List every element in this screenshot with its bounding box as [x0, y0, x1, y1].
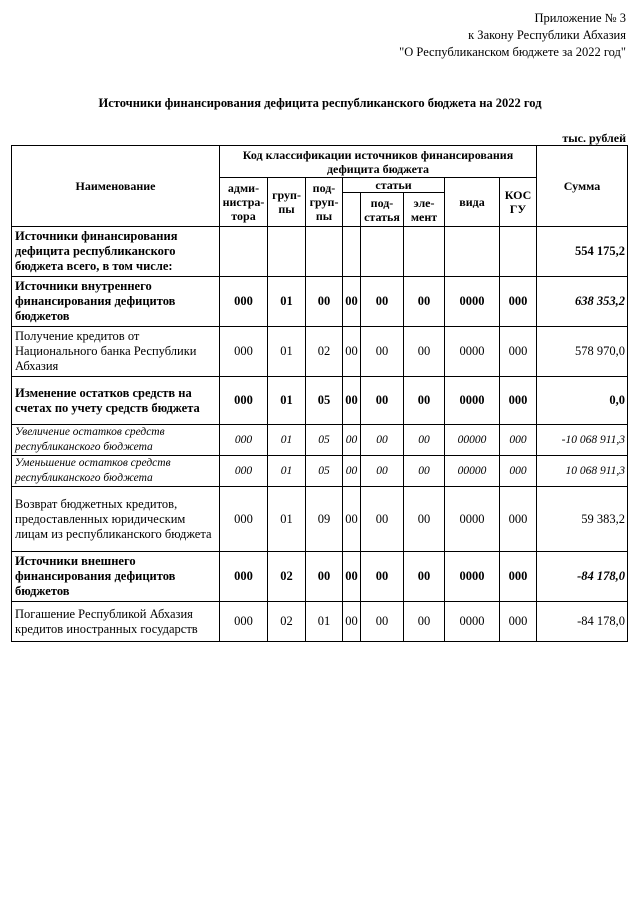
code-subarticle	[361, 227, 404, 277]
code-article: 00	[343, 377, 361, 425]
row-sum: -84 178,0	[537, 602, 628, 642]
code-article: 00	[343, 456, 361, 487]
code-subgroup: 09	[306, 487, 343, 552]
code-subarticle: 00	[361, 456, 404, 487]
code-admin: 000	[220, 487, 268, 552]
code-subgroup: 05	[306, 456, 343, 487]
code-article: 00	[343, 552, 361, 602]
row-name: Получение кредитов от Национального банка Республики Абхазия	[12, 327, 220, 377]
table-row	[12, 487, 628, 552]
row-name: Источники внутреннего финансирования дефицитов бюджетов	[12, 277, 220, 327]
code-element	[404, 227, 445, 277]
code-element: 00	[404, 552, 445, 602]
code-group: 01	[268, 377, 306, 425]
code-subarticle: 00	[361, 487, 404, 552]
code-subarticle: 00	[361, 425, 404, 456]
code-group: 01	[268, 487, 306, 552]
table-row	[12, 377, 628, 425]
row-sum: 554 175,2	[537, 227, 628, 277]
code-admin: 000	[220, 277, 268, 327]
code-kind: 0000	[445, 487, 500, 552]
table-row	[12, 456, 628, 487]
code-subarticle: 00	[361, 602, 404, 642]
row-sum: 578 970,0	[537, 327, 628, 377]
code-kind: 00000	[445, 425, 500, 456]
code-subgroup: 05	[306, 425, 343, 456]
code-subarticle: 00	[361, 327, 404, 377]
row-sum: 0,0	[537, 377, 628, 425]
code-subarticle: 00	[361, 277, 404, 327]
row-sum: -84 178,0	[537, 552, 628, 602]
code-group: 01	[268, 456, 306, 487]
header-article-blank	[343, 193, 361, 227]
code-admin: 000	[220, 456, 268, 487]
header-sum: Сумма	[537, 146, 628, 227]
code-admin: 000	[220, 552, 268, 602]
header-admin: адми-нистра-тора	[220, 178, 268, 227]
code-kind: 0000	[445, 602, 500, 642]
code-kosgu: 000	[500, 327, 537, 377]
code-kosgu	[500, 227, 537, 277]
code-element: 00	[404, 425, 445, 456]
code-subgroup: 05	[306, 377, 343, 425]
code-kind: 0000	[445, 327, 500, 377]
header-name: Наименование	[12, 146, 220, 227]
row-name: Увеличение остатков средств республиканского бюджета	[12, 425, 220, 456]
code-subgroup: 02	[306, 327, 343, 377]
code-kosgu: 000	[500, 425, 537, 456]
code-article: 00	[343, 327, 361, 377]
code-group: 01	[268, 327, 306, 377]
code-admin: 000	[220, 602, 268, 642]
code-kind: 0000	[445, 277, 500, 327]
table-body	[12, 227, 628, 642]
code-group: 01	[268, 425, 306, 456]
code-admin: 000	[220, 425, 268, 456]
row-sum: 638 353,2	[537, 277, 628, 327]
code-kosgu: 000	[500, 456, 537, 487]
appendix-note	[306, 10, 626, 61]
row-name: Источники финансирования дефицита республиканского бюджета всего, в том числе:	[12, 227, 220, 277]
code-kosgu: 000	[500, 377, 537, 425]
row-name: Уменьшение остатков средств республиканского бюджета	[12, 456, 220, 487]
header-kind: вида	[445, 178, 500, 227]
code-admin: 000	[220, 327, 268, 377]
header-kosgu: КОС ГУ	[500, 178, 537, 227]
code-element: 00	[404, 487, 445, 552]
row-name: Погашение Республикой Абхазия кредитов иностранных государств	[12, 602, 220, 642]
code-kosgu: 000	[500, 552, 537, 602]
code-article: 00	[343, 425, 361, 456]
row-name: Изменение остатков средств на счетах по учету средств бюджета	[12, 377, 220, 425]
table-row	[12, 327, 628, 377]
header-subarticle: под-статья	[361, 193, 404, 227]
table-row	[12, 602, 628, 642]
code-article: 00	[343, 277, 361, 327]
table-row	[12, 227, 628, 277]
code-subgroup: 00	[306, 552, 343, 602]
row-name: Источники внешнего финансирования дефицитов бюджетов	[12, 552, 220, 602]
appendix-line-3: "О Республиканском бюджете за 2022 год"	[399, 45, 626, 59]
header-group: груп-пы	[268, 178, 306, 227]
financing-table	[11, 145, 628, 642]
header-subgroup: под-груп-пы	[306, 178, 343, 227]
code-element: 00	[404, 327, 445, 377]
row-name: Возврат бюджетных кредитов, предоставленных юридическим лицам из республиканского бюджета	[12, 487, 220, 552]
header-articles: статьи	[343, 178, 445, 193]
code-group: 02	[268, 552, 306, 602]
code-element: 00	[404, 277, 445, 327]
code-subarticle: 00	[361, 552, 404, 602]
appendix-line-2: к Закону Республики Абхазия	[468, 28, 626, 42]
document-title: Источники финансирования дефицита республиканского бюджета на 2022 год	[98, 96, 542, 110]
code-subgroup	[306, 227, 343, 277]
code-element: 00	[404, 602, 445, 642]
table-row	[12, 552, 628, 602]
code-subarticle: 00	[361, 377, 404, 425]
header-code-group: Код классификации источников финансирования дефицита бюджета	[220, 146, 537, 178]
code-element: 00	[404, 456, 445, 487]
code-group: 01	[268, 277, 306, 327]
code-kind: 0000	[445, 377, 500, 425]
code-article: 00	[343, 487, 361, 552]
code-subgroup: 01	[306, 602, 343, 642]
code-article	[343, 227, 361, 277]
code-kind	[445, 227, 500, 277]
code-group: 02	[268, 602, 306, 642]
header-element: эле-мент	[404, 193, 445, 227]
code-kosgu: 000	[500, 277, 537, 327]
code-kind: 00000	[445, 456, 500, 487]
code-kosgu: 000	[500, 487, 537, 552]
table-row	[12, 425, 628, 456]
table-row	[12, 277, 628, 327]
appendix-line-1: Приложение № 3	[534, 11, 626, 25]
row-sum: 10 068 911,3	[537, 456, 628, 487]
code-subgroup: 00	[306, 277, 343, 327]
code-admin	[220, 227, 268, 277]
code-group	[268, 227, 306, 277]
code-article: 00	[343, 602, 361, 642]
row-sum: 59 383,2	[537, 487, 628, 552]
code-kind: 0000	[445, 552, 500, 602]
code-admin: 000	[220, 377, 268, 425]
row-sum: -10 068 911,3	[537, 425, 628, 456]
units-label: тыс. рублей	[562, 131, 626, 145]
code-kosgu: 000	[500, 602, 537, 642]
code-element: 00	[404, 377, 445, 425]
